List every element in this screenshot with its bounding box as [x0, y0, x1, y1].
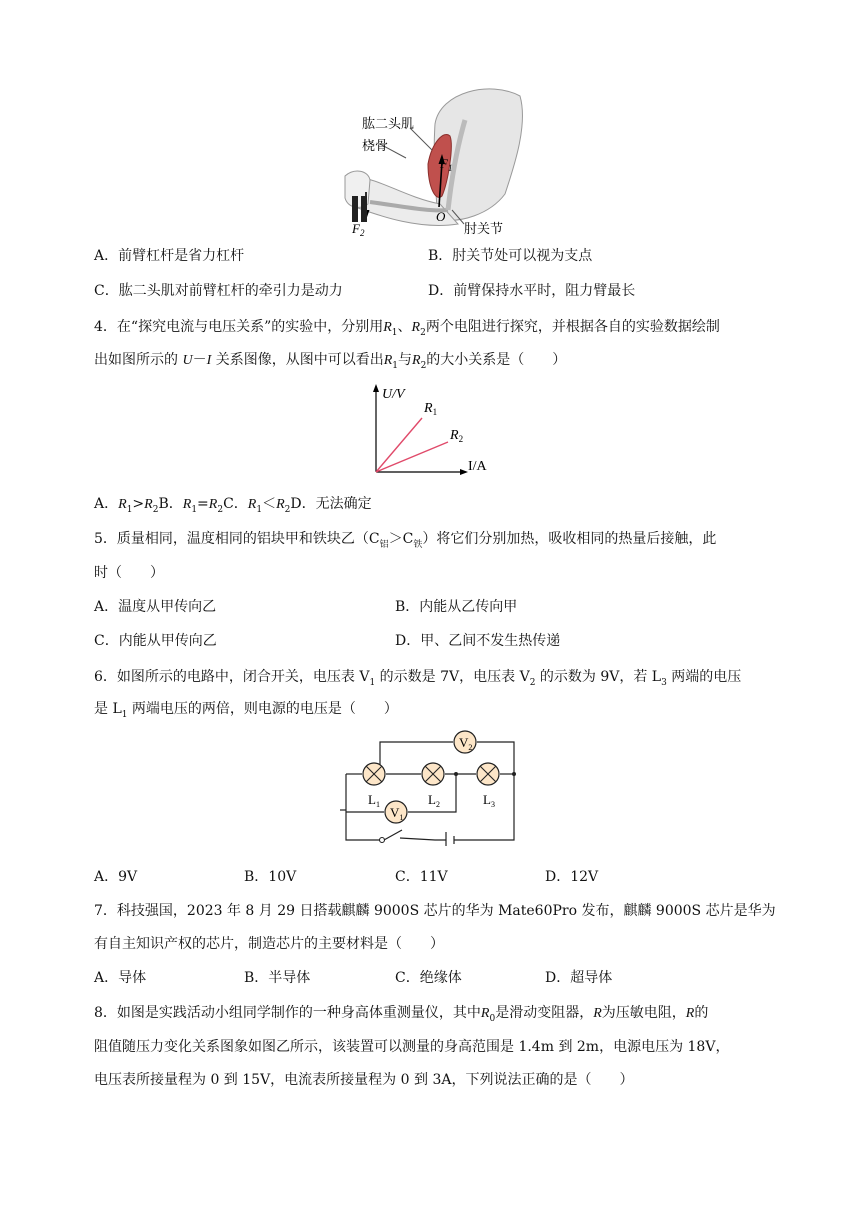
lamp-l3-label: $L_3$ — [483, 792, 495, 809]
r2-line — [376, 442, 448, 472]
q3-option-c[interactable]: C．肱二头肌对前臂杠杆的牵引力是动力 — [94, 283, 343, 299]
q5-option-d[interactable]: D．甲、乙间不发生热传递 — [395, 633, 561, 649]
q7-option-d[interactable]: D．超导体 — [545, 970, 613, 986]
q5-option-b[interactable]: B．内能从乙传向甲 — [395, 599, 518, 615]
lamp-l3-icon — [477, 763, 499, 785]
q6-option-a[interactable]: A．9V — [94, 869, 138, 885]
svg-text:V1: $V_1$ — [390, 805, 404, 822]
voltmeter-v2-icon — [454, 731, 476, 753]
q8-stem-line-3: 电压表所接量程为 0 到 15V，电流表所接量程为 0 到 3A，下列说法正确的是（ ） — [94, 1072, 634, 1088]
radius-label: 桡骨 — [362, 138, 389, 153]
svg-text:V2: $V_2$ — [459, 735, 473, 752]
q5-option-c[interactable]: C．内能从甲传向乙 — [94, 633, 217, 649]
q3-option-a[interactable]: A．前臂杠杆是省力杠杆 — [94, 248, 245, 264]
lamp-l2-label: $L_2$ — [428, 792, 440, 809]
y-axis-label: U/V — [382, 387, 405, 402]
q4-stem-line-1: 4．在“探究电流与电压关系”的实验中，分别用$R_1$、$R_2$两个电阻进行探究，并根据各自的实验数据绘制 — [94, 319, 720, 338]
r2-label: $R_2$ — [450, 428, 464, 444]
q4-options[interactable]: A．$R_1>R_2B$．$R_1=R_2C$．$R_1<R_2D$．无法确定 — [94, 496, 372, 515]
q7-option-a[interactable]: A．导体 — [94, 970, 147, 986]
q3-option-b[interactable]: B．肘关节处可以视为支点 — [428, 248, 593, 264]
q7-option-b[interactable]: B．半导体 — [244, 970, 311, 986]
q6-stem-line-2: 是 $L_1$ 两端电压的两倍，则电源的电压是（ ） — [94, 701, 398, 720]
q6-option-b[interactable]: B．10V — [244, 869, 297, 885]
q4-stem-line-2: 出如图所示的 U－I 关系图像，从图中可以看出$R_1$与$R_2$的大小关系是（ ） — [94, 352, 567, 371]
q7-stem-line-2: 有自主知识产权的芯片，制造芯片的主要材料是（ ） — [94, 936, 444, 952]
q7-option-c[interactable]: C．绝缘体 — [395, 970, 462, 986]
lamp-l1-label: $L_1$ — [368, 792, 380, 809]
q6-option-d[interactable]: D．12V — [545, 869, 599, 885]
r1-label: $R_1$ — [424, 401, 438, 417]
q8-stem-line-2: 阻值随压力变化关系图象如图乙所示，该装置可以测量的身高范围是 1.4m 到 2m，电源电压为 18V， — [94, 1039, 730, 1055]
pivot-o-label: O — [436, 209, 446, 224]
force-f1-label: $F_1$ — [440, 156, 453, 173]
q7-stem-line-1: 7．科技强国，2023 年 8 月 29 日搭载麒麟 9000S 芯片的华为 Mate60Pro 发布，麒麟 9000S 芯片是华为 — [94, 903, 776, 919]
lamp-l2-icon — [422, 763, 444, 785]
voltmeter-v1-icon — [385, 801, 407, 823]
u-i-graph — [366, 382, 506, 482]
q3-option-d[interactable]: D．前臂保持水平时，阻力臂最长 — [428, 283, 636, 299]
r1-line — [376, 418, 422, 472]
q5-stem-line-2: 时（ ） — [94, 565, 164, 581]
q8-stem-line-1: 8．如图是实践活动小组同学制作的一种身高体重测量仪，其中$R_0$是滑动变阻器，R为压敏电阻，R的 — [94, 1005, 709, 1024]
lamp-l1-icon — [363, 763, 385, 785]
q5-option-a[interactable]: A．温度从甲传向乙 — [94, 599, 217, 615]
biceps-label: 肱二头肌 — [362, 116, 415, 131]
arm-lever-figure — [340, 84, 530, 240]
q6-stem-line-1: 6．如图所示的电路中，闭合开关，电压表 $V_1$ 的示数是 7V，电压表 $V_2$ 的示数为 9V，若 $L_3$ 两端的电压 — [94, 669, 742, 688]
x-axis-label: I/A — [468, 459, 487, 474]
elbow-label: 肘关节 — [464, 221, 504, 236]
circuit-diagram — [340, 728, 520, 846]
force-f2-label: $F_2$ — [352, 221, 365, 238]
q6-option-c[interactable]: C．11V — [395, 869, 448, 885]
q5-stem-line-1: 5．质量相同，温度相同的铝块甲和铁块乙$(C_铝>C_铁)$将它们分别加热，吸收相同的热量后接触，此 — [94, 531, 717, 550]
